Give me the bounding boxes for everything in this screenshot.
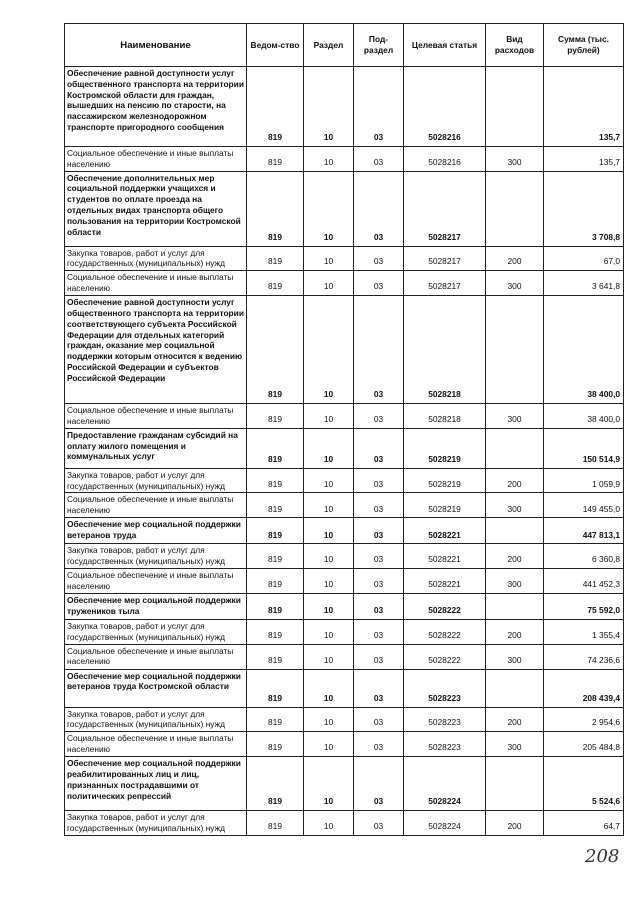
- row-dept: 819: [247, 147, 304, 172]
- row-sum: 3 708,8: [544, 171, 624, 246]
- row-section: 10: [304, 757, 354, 811]
- row-expense: [486, 296, 544, 404]
- row-dept: 819: [247, 568, 304, 593]
- row-dept: 819: [247, 644, 304, 669]
- page-number: 208: [585, 846, 620, 867]
- row-expense: 300: [486, 493, 544, 518]
- row-section: 10: [304, 493, 354, 518]
- table-row: [65, 296, 624, 404]
- row-dept: 819: [247, 468, 304, 493]
- row-name: Социальное обеспечение и иные выплаты населению: [65, 271, 247, 296]
- row-name: Закупка товаров, работ и услуг для государственных (муниципальных) нужд: [65, 707, 247, 732]
- row-sum: 67,0: [544, 246, 624, 271]
- row-sum: 1 059,9: [544, 468, 624, 493]
- row-section: 10: [304, 428, 354, 468]
- row-target: 5028218: [404, 296, 486, 404]
- row-target: 5028217: [404, 271, 486, 296]
- row-dept: 819: [247, 296, 304, 404]
- row-name: Социальное обеспечение и иные выплаты населению: [65, 644, 247, 669]
- row-sum: 38 400,0: [544, 404, 624, 429]
- row-expense: 300: [486, 644, 544, 669]
- row-dept: 819: [247, 544, 304, 569]
- row-expense: [486, 593, 544, 619]
- row-target: 5028222: [404, 644, 486, 669]
- row-section: 10: [304, 669, 354, 707]
- row-target: 5028218: [404, 404, 486, 429]
- row-subsection: 03: [354, 468, 404, 493]
- row-expense: 200: [486, 544, 544, 569]
- row-target: 5028221: [404, 518, 486, 544]
- row-sum: 208 439,4: [544, 669, 624, 707]
- row-dept: 819: [247, 757, 304, 811]
- row-dept: 819: [247, 404, 304, 429]
- row-name: Обеспечение равной доступности услуг общественного транспорта на территории соответствующего субъекта Российской Федерации для отдельных категорий граждан, оказание мер социальной поддержки которым относится к ведению Российской Федерации и субъектов Российской Федерации: [65, 296, 247, 404]
- row-subsection: 03: [354, 67, 404, 147]
- row-section: 10: [304, 271, 354, 296]
- row-dept: 819: [247, 732, 304, 757]
- row-name: Социальное обеспечение и иные выплаты населению: [65, 147, 247, 172]
- budget-table: [64, 23, 624, 836]
- row-expense: 300: [486, 568, 544, 593]
- row-section: 10: [304, 619, 354, 644]
- row-section: 10: [304, 404, 354, 429]
- row-subsection: 03: [354, 404, 404, 429]
- row-subsection: 03: [354, 669, 404, 707]
- row-target: 5028224: [404, 757, 486, 811]
- row-dept: 819: [247, 493, 304, 518]
- row-dept: 819: [247, 669, 304, 707]
- header-section: Раздел: [304, 24, 354, 67]
- row-expense: 200: [486, 707, 544, 732]
- table-row: [65, 428, 624, 468]
- row-sum: 64,7: [544, 811, 624, 836]
- table-row: [65, 732, 624, 757]
- row-sum: 5 524,6: [544, 757, 624, 811]
- table-row: [65, 246, 624, 271]
- row-name: Закупка товаров, работ и услуг для государственных (муниципальных) нужд: [65, 468, 247, 493]
- row-target: 5028216: [404, 147, 486, 172]
- row-name: Социальное обеспечение и иные выплаты населению: [65, 404, 247, 429]
- row-subsection: 03: [354, 811, 404, 836]
- row-section: 10: [304, 593, 354, 619]
- table-row: [65, 644, 624, 669]
- row-name: Обеспечение мер социальной поддержки тружеников тыла: [65, 593, 247, 619]
- row-target: 5028222: [404, 619, 486, 644]
- row-name: Обеспечение мер социальной поддержки ветеранов труда Костромской области: [65, 669, 247, 707]
- table-row: [65, 669, 624, 707]
- row-target: 5028219: [404, 493, 486, 518]
- row-name: Закупка товаров, работ и услуг для государственных (муниципальных) нужд: [65, 544, 247, 569]
- row-dept: 819: [247, 811, 304, 836]
- row-sum: 150 514,9: [544, 428, 624, 468]
- table-body: [65, 67, 624, 836]
- header-subsection: Под-раздел: [354, 24, 404, 67]
- row-section: 10: [304, 707, 354, 732]
- row-subsection: 03: [354, 568, 404, 593]
- row-sum: 1 355,4: [544, 619, 624, 644]
- row-subsection: 03: [354, 518, 404, 544]
- row-section: 10: [304, 468, 354, 493]
- header-name: Наименование: [65, 24, 247, 67]
- row-subsection: 03: [354, 296, 404, 404]
- table-row: [65, 593, 624, 619]
- row-section: 10: [304, 147, 354, 172]
- table-row: [65, 518, 624, 544]
- row-name: Обеспечение мер социальной поддержки ветеранов труда: [65, 518, 247, 544]
- row-sum: 135,7: [544, 147, 624, 172]
- row-target: 5028221: [404, 544, 486, 569]
- row-dept: 819: [247, 246, 304, 271]
- row-subsection: 03: [354, 246, 404, 271]
- row-sum: 205 484,8: [544, 732, 624, 757]
- row-sum: 441 452,3: [544, 568, 624, 593]
- row-name: Закупка товаров, работ и услуг для государственных (муниципальных) нужд: [65, 811, 247, 836]
- row-section: 10: [304, 67, 354, 147]
- row-expense: [486, 171, 544, 246]
- row-expense: 200: [486, 811, 544, 836]
- row-name: Социальное обеспечение и иные выплаты населению: [65, 493, 247, 518]
- row-expense: [486, 757, 544, 811]
- row-dept: 819: [247, 518, 304, 544]
- row-target: 5028223: [404, 707, 486, 732]
- row-subsection: 03: [354, 593, 404, 619]
- row-dept: 819: [247, 271, 304, 296]
- row-sum: 6 360,8: [544, 544, 624, 569]
- row-target: 5028224: [404, 811, 486, 836]
- table-row: [65, 568, 624, 593]
- table-row: [65, 271, 624, 296]
- row-section: 10: [304, 171, 354, 246]
- row-subsection: 03: [354, 147, 404, 172]
- row-expense: 300: [486, 147, 544, 172]
- table-row: [65, 468, 624, 493]
- row-dept: 819: [247, 171, 304, 246]
- row-sum: 75 592,0: [544, 593, 624, 619]
- row-subsection: 03: [354, 428, 404, 468]
- row-name: Обеспечение равной доступности услуг общественного транспорта на территории Костромской области для граждан, вышедших на пенсию по старости, на пассажирском железнодорожном транспорте пригородного сообщения: [65, 67, 247, 147]
- row-target: 5028216: [404, 67, 486, 147]
- row-subsection: 03: [354, 271, 404, 296]
- row-target: 5028221: [404, 568, 486, 593]
- row-name: Обеспечение мер социальной поддержки реабилитированных лиц и лиц, признанных пострадавшими от политических репрессий: [65, 757, 247, 811]
- table-row: [65, 147, 624, 172]
- row-subsection: 03: [354, 493, 404, 518]
- row-section: 10: [304, 568, 354, 593]
- row-expense: [486, 669, 544, 707]
- header-target: Целевая статья: [404, 24, 486, 67]
- table-row: [65, 707, 624, 732]
- row-target: 5028219: [404, 428, 486, 468]
- row-name: Социальное обеспечение и иные выплаты населению: [65, 568, 247, 593]
- table-row: [65, 67, 624, 147]
- row-section: 10: [304, 518, 354, 544]
- row-sum: 38 400,0: [544, 296, 624, 404]
- row-subsection: 03: [354, 171, 404, 246]
- row-expense: [486, 428, 544, 468]
- row-expense: 300: [486, 732, 544, 757]
- row-subsection: 03: [354, 707, 404, 732]
- table-row: [65, 493, 624, 518]
- row-sum: 447 813,1: [544, 518, 624, 544]
- row-target: 5028223: [404, 732, 486, 757]
- row-subsection: 03: [354, 619, 404, 644]
- table-row: [65, 544, 624, 569]
- header-dept: Ведом-ство: [247, 24, 304, 67]
- row-dept: 819: [247, 428, 304, 468]
- row-expense: 300: [486, 271, 544, 296]
- row-name: Социальное обеспечение и иные выплаты населению: [65, 732, 247, 757]
- row-target: 5028223: [404, 669, 486, 707]
- row-section: 10: [304, 296, 354, 404]
- header-expense: Вид расходов: [486, 24, 544, 67]
- row-name: Закупка товаров, работ и услуг для государственных (муниципальных) нужд: [65, 619, 247, 644]
- table-row: [65, 404, 624, 429]
- row-section: 10: [304, 544, 354, 569]
- row-sum: 2 954,6: [544, 707, 624, 732]
- table-row: [65, 811, 624, 836]
- table-row: [65, 757, 624, 811]
- row-target: 5028217: [404, 171, 486, 246]
- row-dept: 819: [247, 619, 304, 644]
- table-row: [65, 619, 624, 644]
- row-target: 5028222: [404, 593, 486, 619]
- row-expense: 200: [486, 468, 544, 493]
- row-expense: [486, 518, 544, 544]
- row-section: 10: [304, 732, 354, 757]
- table-row: [65, 171, 624, 246]
- row-sum: 149 455,0: [544, 493, 624, 518]
- row-expense: [486, 67, 544, 147]
- row-subsection: 03: [354, 732, 404, 757]
- row-section: 10: [304, 246, 354, 271]
- row-subsection: 03: [354, 757, 404, 811]
- row-name: Предоставление гражданам субсидий на оплату жилого помещения и коммунальных услуг: [65, 428, 247, 468]
- row-target: 5028217: [404, 246, 486, 271]
- row-sum: 135,7: [544, 67, 624, 147]
- row-target: 5028219: [404, 468, 486, 493]
- row-subsection: 03: [354, 644, 404, 669]
- header-sum: Сумма (тыс. рублей): [544, 24, 624, 67]
- row-sum: 3 641,8: [544, 271, 624, 296]
- row-sum: 74 236,6: [544, 644, 624, 669]
- table-header: [65, 24, 624, 67]
- row-expense: 200: [486, 246, 544, 271]
- row-dept: 819: [247, 67, 304, 147]
- row-subsection: 03: [354, 544, 404, 569]
- row-dept: 819: [247, 707, 304, 732]
- row-dept: 819: [247, 593, 304, 619]
- row-name: Закупка товаров, работ и услуг для государственных (муниципальных) нужд: [65, 246, 247, 271]
- row-expense: 200: [486, 619, 544, 644]
- row-section: 10: [304, 644, 354, 669]
- row-name: Обеспечение дополнительных мер социальной поддержки учащихся и студентов по оплате проезда на отдельных видах транспорта общего пользования на территории Костромской области: [65, 171, 247, 246]
- row-expense: 300: [486, 404, 544, 429]
- row-section: 10: [304, 811, 354, 836]
